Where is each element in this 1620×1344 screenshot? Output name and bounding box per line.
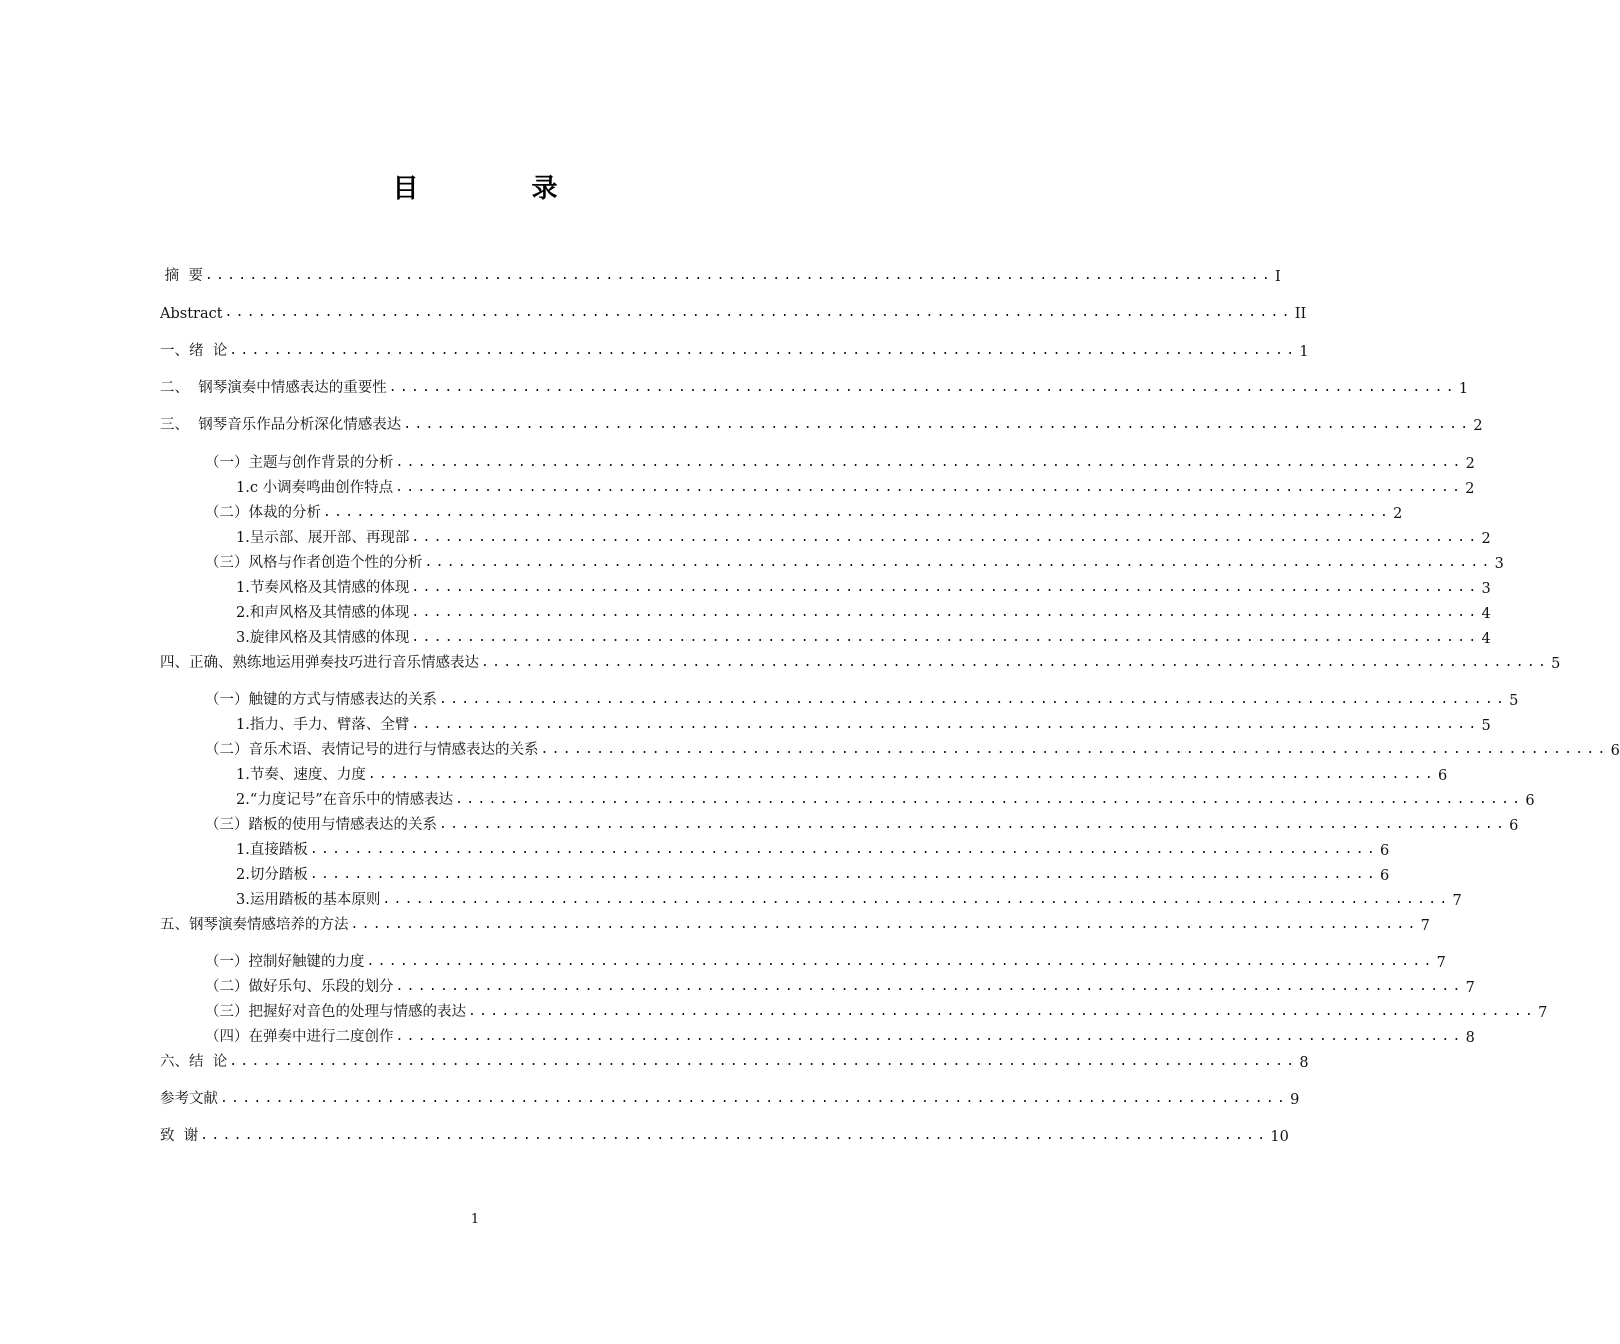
toc-entry[interactable] [205,974,1475,996]
toc-entry-label: （二）音乐术语、表情记号的进行与情感表达的关系 [205,742,539,758]
toc-entry-label: （三）踏板的使用与情感表达的关系 [205,817,437,833]
toc-entry-page: 3 [1494,556,1504,572]
toc-leader-dots: ................................................................................................ [411,717,1480,732]
toc-entry[interactable] [160,375,1469,397]
toc-entry-label: 1.直接踏板 [236,842,308,858]
toc-leader-dots: ................................................................................................ [229,343,1298,358]
toc-entry-label: （四）在弹奏中进行二度创作 [205,1029,394,1045]
toc-entry-label: 1.节奏风格及其情感的体现 [236,580,410,596]
toc-entry[interactable] [205,550,1504,572]
toc-entry[interactable] [160,1049,1309,1071]
toc-entry[interactable] [236,625,1491,647]
toc-entry-page: 2 [1481,531,1491,547]
toc-entry-label: 1.呈示部、展开部、再现部 [236,530,410,546]
toc-entry-page: 6 [1380,843,1390,859]
toc-entry-page: 10 [1270,1129,1289,1145]
toc-entry-page: 9 [1290,1092,1300,1108]
toc-leader-dots: ................................................................................................ [366,954,1435,969]
toc-entry-label: 摘 要 [160,268,203,284]
toc-leader-dots: ................................................................................................ [481,655,1550,670]
toc-entry-label: 四、正确、熟练地运用弹奏技巧进行音乐情感表达 [160,655,479,671]
toc-leader-dots: ................................................................................................ [309,867,1379,882]
toc-leader-dots: ................................................................................................ [382,892,1451,907]
toc-entry[interactable] [205,1024,1475,1046]
toc-entry[interactable] [236,787,1535,809]
toc-entry-page: 2 [1465,456,1475,472]
toc-entry-label: 二、 钢琴演奏中情感表达的重要性 [160,380,387,396]
toc-entry-page: 8 [1299,1055,1309,1071]
toc-leader-dots: ................................................................................................ [455,792,1524,807]
toc-entry[interactable] [160,912,1430,934]
toc-entry-label: 一、绪 论 [160,343,228,359]
toc-leader-dots: ................................................................................................ [411,580,1480,595]
toc-entry[interactable] [205,737,1620,759]
toc-leader-dots: ................................................................................................ [411,530,1480,545]
toc-entry-page: 4 [1481,631,1491,647]
toc-entry-page: 5 [1509,693,1519,709]
toc-entry-page: 7 [1452,893,1462,909]
toc-entry-page: 6 [1438,768,1448,784]
page-number: 1 [470,1212,480,1227]
toc-entry[interactable] [160,1086,1300,1108]
toc-entry[interactable] [236,712,1491,734]
toc-entry-page: 1 [1458,381,1469,397]
toc-entry-page: 7 [1420,918,1430,934]
toc-entry[interactable] [160,412,1483,434]
toc-entry-label: 六、结 论 [160,1054,228,1070]
toc-entry-label: （三）把握好对音色的处理与情感的表达 [205,1004,466,1020]
toc-entry-label: 2.“力度记号”在音乐中的情感表达 [236,792,454,808]
toc-entry[interactable] [236,862,1390,884]
toc-entry-label: 五、钢琴演奏情感培养的方法 [160,917,349,933]
toc-entry-page: 7 [1436,955,1446,971]
toc-entry[interactable] [205,999,1548,1021]
toc-leader-dots: ................................................................................................ [439,692,1508,707]
toc-entry[interactable] [160,300,1307,322]
toc-entry[interactable] [160,263,1281,285]
toc-leader-dots: ................................................................................................ [395,1029,1464,1044]
toc-title: 目 录 [392,174,610,204]
toc-leader-dots: ................................................................................................ [224,305,1293,320]
toc-leader-dots: ................................................................................................ [309,842,1379,857]
toc-leader-dots: ................................................................................................ [403,417,1472,432]
toc-entry-page: 7 [1465,980,1475,996]
toc-entry-page: 7 [1538,1005,1548,1021]
toc-leader-dots: ................................................................................................ [540,742,1609,757]
toc-leader-dots: ................................................................................................ [367,767,1437,782]
toc-leader-dots: ................................................................................................ [200,1128,1269,1143]
toc-entry[interactable] [205,949,1446,971]
toc-entry-label: 3.旋律风格及其情感的体现 [236,630,410,646]
toc-entry-label: 1.节奏、速度、力度 [236,767,366,783]
toc-entry-page: 2 [1465,481,1475,497]
toc-entry-label: 1.c 小调奏鸣曲创作特点 [236,480,394,496]
toc-entry-label: （一）控制好触键的力度 [205,954,365,970]
toc-leader-dots: ................................................................................................ [388,380,1457,395]
toc-entry[interactable] [236,837,1390,859]
toc-entry[interactable] [236,575,1491,597]
toc-entry-label: 三、 钢琴音乐作品分析深化情感表达 [160,417,402,433]
toc-entry-page: 2 [1393,506,1403,522]
toc-leader-dots: ................................................................................................ [439,817,1508,832]
toc-entry-page: I [1275,269,1281,285]
toc-entry[interactable] [160,650,1561,672]
toc-entry-page: 6 [1610,743,1620,759]
toc-entry-label: （一）主题与创作背景的分析 [205,455,394,471]
toc-entry-page: 2 [1473,418,1483,434]
toc-leader-dots: ................................................................................................ [395,979,1464,994]
toc-leader-dots: ................................................................................................ [424,555,1493,570]
toc-entry[interactable] [236,475,1475,497]
toc-entry[interactable] [160,1123,1289,1145]
toc-leader-dots: ................................................................................................ [229,1054,1298,1069]
toc-entry-label: 致 谢 [160,1128,199,1144]
toc-entry-label: （二）体裁的分析 [205,505,321,521]
toc-entry-page: 6 [1380,868,1390,884]
toc-entry[interactable] [236,600,1491,622]
toc-entry[interactable] [236,762,1448,784]
toc-entry[interactable] [205,687,1519,709]
toc-leader-dots: ................................................................................................ [350,917,1419,932]
toc-entry-label: 参考文献 [160,1091,218,1107]
toc-leader-dots: ................................................................................................ [468,1004,1537,1019]
toc-leader-dots: ................................................................................................ [395,480,1464,495]
toc-entry[interactable] [160,338,1309,360]
toc-leader-dots: ................................................................................................ [220,1091,1289,1106]
toc-entry[interactable] [236,887,1462,909]
toc-entry-label: Abstract [160,306,223,322]
toc-entry-page: II [1294,306,1307,322]
toc-entry-label: 3.运用踏板的基本原则 [236,892,381,908]
toc-entry-label: 2.和声风格及其情感的体现 [236,605,410,621]
toc-entry-page: 6 [1509,818,1519,834]
toc-entry-page: 5 [1481,718,1491,734]
toc-entry-page: 6 [1525,793,1535,809]
toc-leader-dots: ................................................................................................ [395,455,1464,470]
toc-entry[interactable] [205,812,1519,834]
toc-entry-page: 8 [1465,1030,1475,1046]
toc-entry[interactable] [205,450,1475,472]
toc-entry-page: 3 [1481,581,1491,597]
toc-entry-label: 1.指力、手力、臂落、全臂 [236,717,410,733]
toc-entry-page: 4 [1481,606,1491,622]
toc-leader-dots: ................................................................................................ [204,268,1273,283]
toc-entry[interactable] [236,525,1491,547]
toc-leader-dots: ................................................................................................ [411,605,1480,620]
toc-leader-dots: ................................................................................................ [323,505,1392,520]
toc-entry-page: 1 [1299,344,1309,360]
toc-leader-dots: ................................................................................................ [411,630,1480,645]
toc-entry-label: （一）触键的方式与情感表达的关系 [205,692,437,708]
toc-entry-label: （二）做好乐句、乐段的划分 [205,979,394,995]
toc-entry-label: 2.切分踏板 [236,867,308,883]
toc-entry-page: 5 [1551,656,1561,672]
toc-entry[interactable] [205,500,1403,522]
toc-entry-label: （三）风格与作者创造个性的分析 [205,555,423,571]
